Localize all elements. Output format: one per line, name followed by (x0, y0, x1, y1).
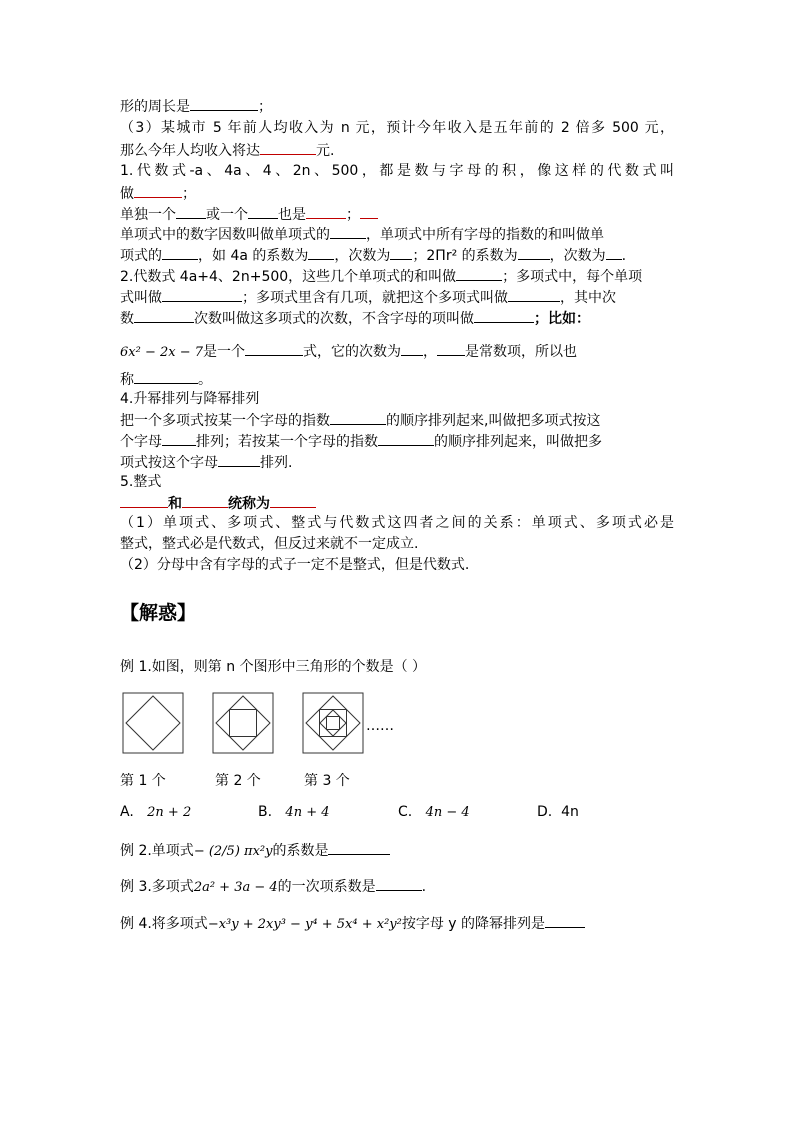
example-4: 例 4.将多项式−x³y + 2xy³ − y⁴ + 5x⁴ + x²y²按字母 y 的降幂排列是 (120, 913, 585, 935)
line-22: （2）分母中含有字母的式子一定不是整式，但是代数式. (120, 557, 470, 573)
line-6: 单独一个 或一个 也是 ； (120, 204, 378, 225)
figure-1 (122, 692, 184, 754)
line-9: 2.代数式 4a+4、2n+500，这些几个单项式的和叫做 ；多项式中，每个单项 (120, 266, 642, 287)
answer-blank[interactable] (330, 410, 386, 425)
answer-blank[interactable] (360, 204, 378, 219)
answer-blank[interactable] (606, 245, 622, 260)
figure-caption-3: 第 3 个 (304, 773, 350, 789)
answer-blank[interactable] (162, 245, 198, 260)
answer-blank[interactable] (218, 452, 260, 467)
line-13: 称 。 (120, 369, 212, 390)
answer-blank[interactable] (245, 341, 303, 356)
answer-blank[interactable] (162, 287, 242, 302)
polynomial-expression: −x³y + 2xy³ − y⁴ + 5x⁴ + x²y² (207, 917, 402, 932)
option-b[interactable]: B. 4n + 4 (258, 804, 330, 820)
answer-blank[interactable] (545, 913, 585, 928)
answer-blank[interactable] (518, 245, 550, 260)
answer-blank[interactable] (401, 341, 423, 356)
line-11: 数 次数叫做这多项式的次数，不含字母的项叫做 ；比如： (120, 308, 590, 329)
answer-blank[interactable] (376, 876, 422, 891)
line-17: 项式按这个字母 排列. (120, 452, 292, 473)
section-heading: 【解惑】 (120, 602, 197, 624)
example-1-question: 例 1.如图，则第 n 个图形中三角形的个数是（ ） (120, 659, 427, 675)
line-1: 形的周长是 ； (120, 96, 272, 117)
answer-blank[interactable] (328, 840, 390, 855)
line-15: 把一个多项式按某一个字母的指数 的顺序排列起来,叫做把多项式按这 (120, 410, 600, 431)
answer-blank[interactable] (176, 204, 206, 219)
answer-blank[interactable] (270, 493, 316, 508)
example-2: 例 2.单项式− (2/5) πx²y的系数是 (120, 840, 390, 862)
line-2: （3）某城市 5 年前人均收入为 n 元，预计今年收入是五年前的 2 倍多 500 元， (120, 120, 674, 136)
line-10: 式叫做 ；多项式里含有几项，就把这个多项式叫做 ，其中次 (120, 287, 616, 308)
figure-2 (212, 692, 274, 754)
answer-blank[interactable] (378, 431, 434, 446)
answer-blank[interactable] (456, 266, 502, 281)
line-18: 5.整式 (120, 474, 162, 490)
answer-blank[interactable] (120, 493, 168, 508)
answer-blank[interactable] (134, 308, 194, 323)
answer-blank[interactable] (474, 308, 534, 323)
option-d[interactable]: D. 4n (537, 804, 579, 820)
answer-blank[interactable] (308, 245, 334, 260)
monomial-expression: − (2/5) πx²y (193, 844, 273, 859)
line-19: 和 统称为 (120, 493, 316, 514)
answer-blank[interactable] (190, 96, 258, 111)
line-3: 那么今年人均收入将达 元. (120, 140, 334, 161)
line-7: 单项式中的数字因数叫做单项式的 ，单项式中所有字母的指数的和叫做单 (120, 224, 604, 245)
answer-blank[interactable] (508, 287, 560, 302)
example-3: 例 3.多项式2a² + 3a − 4的一次项系数是 . (120, 876, 426, 898)
figure-caption-1: 第 1 个 (120, 773, 166, 789)
line-14: 4.升幂排列与降幂排列 (120, 391, 260, 407)
answer-blank[interactable] (248, 204, 278, 219)
answer-blank[interactable] (437, 341, 465, 356)
line-12: 6x² − 2x − 7是一个 式，它的次数为 ， 是常数项，所以也 (120, 341, 577, 363)
option-a[interactable]: A. 2n + 2 (120, 804, 192, 820)
answer-blank[interactable] (134, 369, 198, 384)
line-4: 1.代数式-a、4a、4、2n、500，都是数与字母的积，像这样的代数式叫 (120, 163, 674, 179)
answer-blank[interactable] (134, 183, 182, 198)
polynomial-expression: 2a² + 3a − 4 (193, 880, 278, 895)
answer-blank[interactable] (330, 224, 366, 239)
answer-blank[interactable] (162, 431, 196, 446)
polynomial-expression: 6x² − 2x − 7 (120, 345, 204, 360)
answer-blank[interactable] (306, 204, 346, 219)
answer-blank[interactable] (260, 140, 316, 155)
figure-ellipsis: …… (366, 718, 394, 734)
line-5: 做 ； (120, 183, 196, 204)
line-16: 个字母 排列；若按某一个字母的指数 的顺序排列起来，叫做把多 (120, 431, 602, 452)
line-21: 整式，整式必是代数式，但反过来就不一定成立. (120, 536, 419, 552)
answer-blank[interactable] (390, 245, 412, 260)
figure-3 (302, 692, 364, 754)
option-c[interactable]: C. 4n − 4 (398, 804, 470, 820)
answer-blank[interactable] (182, 493, 228, 508)
line-8: 项式的 ，如 4a 的系数为 ，次数为 ；2Πr² 的系数为 ，次数为 . (120, 245, 626, 266)
line-20: （1）单项式、多项式、整式与代数式这四者之间的关系：单项式、多项式必是 (120, 515, 674, 531)
figure-caption-2: 第 2 个 (215, 773, 261, 789)
